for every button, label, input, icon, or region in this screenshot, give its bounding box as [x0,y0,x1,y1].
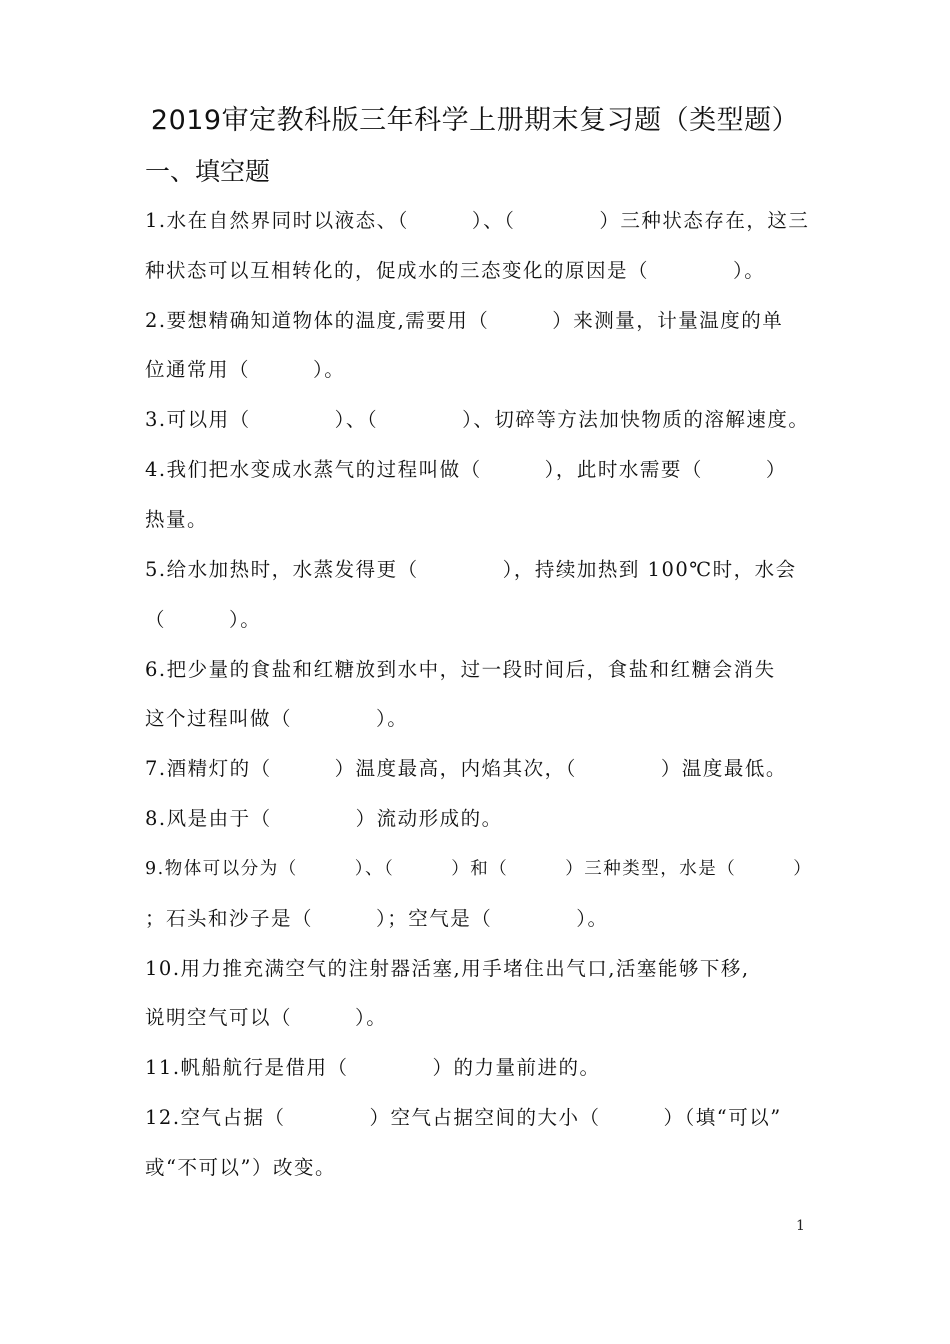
question-line: 1.水在自然界同时以液态、（ ）、（ ）三种状态存在，这三 [145,209,810,232]
page-number: 1 [796,1218,805,1234]
question-line: 4.我们把水变成水蒸气的过程叫做（ ），此时水需要（ ） [145,458,787,481]
question-line: 这个过程叫做（ ）。 [145,707,409,730]
question-line: 2.要想精确知道物体的温度,需要用（ ）来测量，计量温度的单 [145,309,784,332]
question-line: 8.风是由于（ ）流动形成的。 [145,807,503,830]
question-line: （ ）。 [145,608,262,631]
question-line: 位通常用（ ）。 [145,358,346,381]
question-line: 说明空气可以（ ）。 [145,1006,388,1029]
question-line: 9.物体可以分为（ ）、（ ）和（ ）三种类型，水是（ ） [145,859,813,879]
section-heading: 一、填空题 [145,157,271,186]
question-line: 3.可以用（ ）、（ ）、切碎等方法加快物质的溶解速度。 [145,408,810,431]
question-line: 7.酒精灯的（ ）温度最高，内焰其次，（ ）温度最低。 [145,757,787,780]
question-line: 12.空气占据（ ）空气占据空间的大小（ ）（填“可以” [145,1106,782,1129]
question-line: ；石头和沙子是（ ）；空气是（ ）。 [145,907,609,930]
question-line: 6.把少量的食盐和红糖放到水中，过一段时间后，食盐和红糖会消失 [145,658,776,681]
question-line: 或“不可以”）改变。 [145,1156,336,1179]
question-line: 10.用力推充满空气的注射器活塞,用手堵住出气口,活塞能够下移, [145,957,750,980]
document-title: 2019审定教科版三年科学上册期末复习题（类型题） [150,105,800,136]
question-line: 种状态可以互相转化的，促成水的三态变化的原因是（ ）。 [145,259,766,282]
question-line: 热量。 [145,508,209,531]
question-line: 5.给水加热时，水蒸发得更（ ），持续加热到 100℃时，水会 [145,558,797,581]
question-line: 11.帆船航行是借用（ ）的力量前进的。 [145,1056,601,1079]
